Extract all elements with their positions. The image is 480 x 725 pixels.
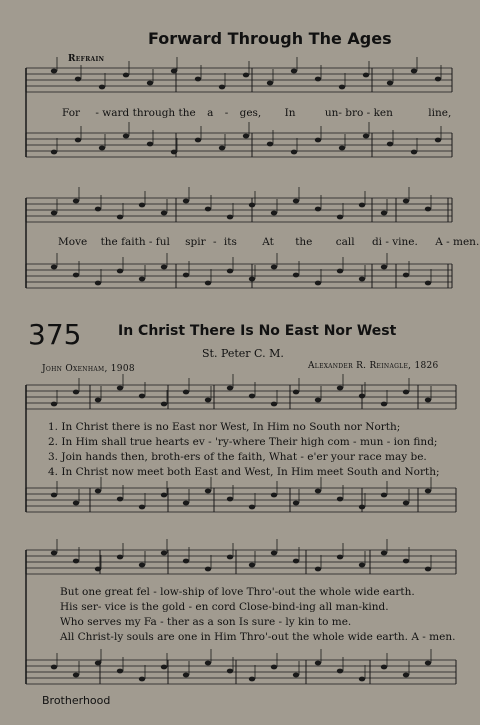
lyric: - [224,107,229,119]
note-head [139,505,145,510]
note-head [73,501,79,506]
note-head [123,73,129,78]
note-head [249,505,255,510]
note-head [205,207,211,212]
note-head [227,269,233,274]
hymn-a-title: Forward Through The Ages [148,29,392,48]
note-head [293,273,299,278]
note-head [425,567,431,572]
note-head [315,207,321,212]
note-head [117,555,123,560]
note-head [51,493,57,498]
note-head [123,134,129,139]
note-head [161,402,167,407]
note-head [381,265,387,270]
note-head [339,146,345,151]
note-head [95,207,101,212]
section-label: Brotherhood [42,694,111,707]
note-head [315,661,321,666]
hymn-b-title: In Christ There Is No East Nor West [118,323,397,339]
note-head [271,265,277,270]
note-head [359,563,365,568]
note-head [95,567,101,572]
note-head [73,559,79,564]
verse-line: 1. In Christ there is no East nor West, In Him no South nor North; [48,421,401,433]
lyric: In [284,107,296,119]
note-head [195,138,201,143]
note-head [337,386,343,391]
note-head [293,501,299,506]
note-head [381,402,387,407]
lyric: - ward through the [95,107,196,119]
note-head [291,69,297,74]
note-head [271,665,277,670]
note-head [161,265,167,270]
note-head [117,269,123,274]
note-head [73,390,79,395]
note-head [139,563,145,568]
note-head [435,77,441,82]
note-head [95,489,101,494]
verse-line: 2. In Him shall true hearts ev - 'ry-where Their high com - mun - ion find; [48,436,438,448]
note-head [337,269,343,274]
note-head [291,150,297,155]
note-head [117,497,123,502]
note-head [51,211,57,216]
note-head [271,211,277,216]
note-head [117,669,123,674]
note-head [315,281,321,286]
note-head [293,673,299,678]
note-head [99,85,105,90]
note-head [183,199,189,204]
lyric: Move [58,236,88,248]
note-head [99,146,105,151]
note-head [73,273,79,278]
note-head [425,281,431,286]
note-head [315,398,321,403]
note-head [147,81,153,86]
note-head [315,567,321,572]
note-head [51,69,57,74]
lyric: At [262,236,274,248]
note-head [359,677,365,682]
note-head [51,265,57,270]
note-head [403,273,409,278]
note-head [403,673,409,678]
note-head [315,138,321,143]
lyric: - [213,236,217,248]
note-head [183,390,189,395]
note-head [387,81,393,86]
note-head [425,661,431,666]
note-head [51,665,57,670]
note-head [75,77,81,82]
note-head [249,394,255,399]
note-head [387,142,393,147]
note-head [249,203,255,208]
note-head [183,559,189,564]
note-head [271,493,277,498]
note-head [73,673,79,678]
lyric: For [62,107,81,119]
note-head [73,199,79,204]
note-head [249,677,255,682]
note-head [117,215,123,220]
note-head [381,211,387,216]
note-head [403,501,409,506]
note-head [219,85,225,90]
note-head [219,146,225,151]
note-head [267,142,273,147]
note-head [359,505,365,510]
note-head [183,273,189,278]
note-head [271,551,277,556]
note-head [117,386,123,391]
note-head [359,203,365,208]
note-head [205,567,211,572]
lyric: a [207,107,214,119]
note-head [243,134,249,139]
lyric: call [335,236,355,248]
note-head [75,138,81,143]
note-head [359,394,365,399]
note-head [403,559,409,564]
note-head [51,402,57,407]
note-head [171,150,177,155]
note-head [205,661,211,666]
note-head [183,501,189,506]
verse-line: All Christ-ly souls are one in Him Thro'-out the whole wide earth. A - men. [60,631,456,643]
note-head [183,673,189,678]
lyric: its [223,236,237,248]
note-head [425,489,431,494]
note-head [227,386,233,391]
note-head [337,215,343,220]
note-head [161,665,167,670]
composer: Alexander R. Reinagle, 1826 [308,361,439,371]
note-head [435,138,441,143]
note-head [293,390,299,395]
note-head [425,207,431,212]
note-head [337,669,343,674]
verse-line: Who serves my Fa - ther as a son Is sure - ly kin to me. [60,616,352,628]
tune-name: St. Peter C. M. [202,347,284,360]
note-head [381,665,387,670]
note-head [227,669,233,674]
note-head [293,199,299,204]
note-head [205,489,211,494]
note-head [139,677,145,682]
note-head [139,277,145,282]
note-head [205,398,211,403]
note-head [171,69,177,74]
note-head [51,150,57,155]
note-head [249,563,255,568]
note-head [227,215,233,220]
lyric: the [295,236,313,248]
note-head [161,551,167,556]
note-head [271,402,277,407]
verse-line: But one great fel - low-ship of love Thro'-out the whole wide earth. [60,586,415,598]
hymn-number: 375 [28,318,82,351]
note-head [293,559,299,564]
note-head [161,493,167,498]
note-head [139,394,145,399]
note-head [195,77,201,82]
note-head [359,277,365,282]
note-head [411,69,417,74]
hymn-a-lyrics-2 [58,236,479,248]
note-head [267,81,273,86]
note-head [425,398,431,403]
note-head [339,85,345,90]
lyric: ges, [239,107,262,119]
note-head [95,398,101,403]
note-head [363,73,369,78]
note-head [249,277,255,282]
note-head [363,134,369,139]
note-head [337,497,343,502]
note-head [161,211,167,216]
note-head [51,551,57,556]
verse-line: 4. In Christ now meet both East and West, In Him meet South and North; [48,466,440,478]
lyric: spir [185,236,206,248]
note-head [315,489,321,494]
verse-line: 3. Join hands then, broth-ers of the faith, What - e'er your race may be. [48,451,427,463]
note-head [411,150,417,155]
note-head [337,555,343,560]
note-head [95,281,101,286]
lyric: line, [428,107,452,119]
note-head [243,73,249,78]
note-head [403,199,409,204]
note-head [147,142,153,147]
lyric: the faith - ful [100,236,170,248]
note-head [95,661,101,666]
author: John Oxenham, 1908 [42,364,135,374]
note-head [205,281,211,286]
lyric: un- bro - ken [324,107,393,119]
verse-line: His ser- vice is the gold - en cord Close-bind-ing all man-kind. [60,601,389,613]
note-head [381,551,387,556]
note-head [403,390,409,395]
refrain-label: Refrain [68,54,105,64]
note-head [227,497,233,502]
note-head [315,77,321,82]
note-head [227,555,233,560]
lyric: A - men. [435,236,480,248]
hymn-a-lyrics-1 [62,107,451,119]
note-head [381,493,387,498]
note-head [139,203,145,208]
lyric: di - vine. [371,236,418,248]
